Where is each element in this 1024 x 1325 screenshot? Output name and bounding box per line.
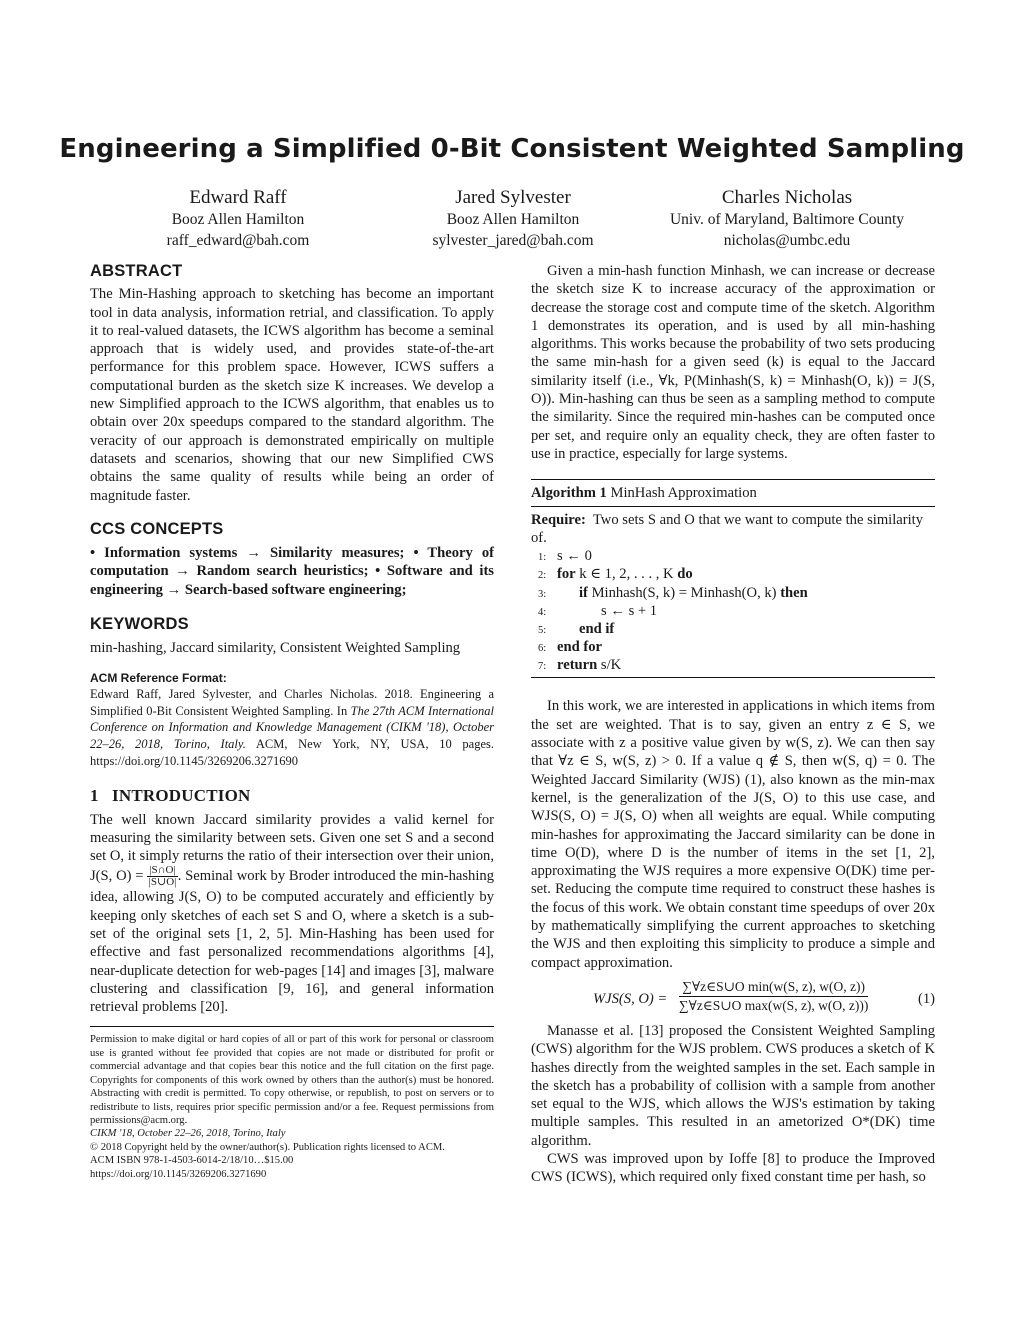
footnote-rule: [90, 1026, 494, 1027]
equation-fraction: ∑∀z∈S∪O min(w(S, z), w(O, z)) ∑∀z∈S∪O max(w(S, z), w(O, z))): [679, 978, 869, 1013]
algorithm-1: [531, 479, 935, 678]
permission-footnote: Permission to make digital or hard copies of all or part of this work for personal or classroom use is granted without fee provided that copies are not made or distributed for profit or commercial advantage and that copies bear this notice and the full citation on the first page. Copyrights for components of this work owned by others than the author(s) must be honored. Abstracting with credit is permitted. To copy otherwise, or republish, to post on servers or to redistribute to lists, requires prior specific permission and/or a fee. Request permissions from permissions@acm.org. CIKM '18, October 22–26, 2018, Torino, Italy © 2018 Copyright held by the owner/author(s). Publication rights licensed to ACM. ACM ISBN 978-1-4503-6014-2/18/10…$15.00 https://doi.org/10.1145/3269206.3271690: [90, 1034, 494, 1180]
abstract-text: The Min-Hashing approach to sketching has become an important tool in data analysis, information retrial, and classification. To apply it to real-valued datasets, the ICWS algorithm has become a seminal approach that is widely used, and provides state-of-the-art performance for this problem space. However, ICWS suffers a computational burden as the sketch size K increases. We develop a new Simplified approach to the ICWS algorithm, that enables us to obtain over 20x speedups compared to the standard algorithm. The veracity of our approach is demonstrated empirically on multiple datasets and scenarios, showing that our new Simplified CWS obtains the same quality of results while being an order of magnitude faster.: [90, 286, 494, 504]
ccs-item: • Theory of computation → Random search heuristics: [90, 545, 494, 580]
equation-lhs: WJS(S, O) =: [593, 990, 668, 1007]
equation-1: [531, 978, 935, 1018]
reference-text: Edward Raff, Jared Sylvester, and Charles Nicholas. 2018. Engineering a Simplified 0-Bit Consistent Weighted Sampling. In The 27th ACM International Conference on Information and Knowledge Management (CIKM '18), October 22–26, 2018, Torino, Italy. ACM, New York, NY, USA, 10 pages. https://doi.org/10.1145/3269206.3271690: [90, 687, 495, 768]
author-affiliation: Univ. of Maryland, Baltimore County: [669, 211, 905, 228]
algorithm-line: 4: s ← s + 1: [538, 602, 658, 619]
abstract-heading: ABSTRACT: [90, 262, 183, 280]
reference-heading: ACM Reference Format:: [90, 670, 227, 685]
ccs-item: • Software and its engineering → Search-based software engineering: [90, 563, 494, 598]
algorithm-require: Require: Two sets S and O that we want to compute the similarity of.: [531, 511, 924, 546]
algorithm-line: 1: s ← 0: [538, 548, 592, 565]
acm-reference: [90, 670, 494, 770]
ccs-item: • Information systems → Similarity measures: [90, 545, 400, 562]
algorithm-header: Algorithm 1 MinHash Approximation: [531, 480, 935, 506]
intro-heading: 1 INTRODUCTION: [90, 786, 251, 806]
ccs-heading: CCS CONCEPTS: [90, 519, 224, 538]
author-3: [657, 186, 917, 251]
keywords-heading: KEYWORDS: [90, 615, 189, 634]
author-name: Charles Nicholas: [721, 187, 853, 208]
algorithm-line: 3: if Minhash(S, k) = Minhash(O, k) then: [538, 584, 808, 601]
author-name: Jared Sylvester: [455, 187, 571, 208]
author-email: sylvester_jared@bah.com: [432, 231, 594, 249]
cws-paragraph: Manasse et al. [13] proposed the Consistent Weighted Sampling (CWS) algorithm for the WJS problem. CWS produces a sketch of K hashes directly from the weighted samples in the set. Each sample in the sketch has a probability of collision with a sample from another set equal to the WJS, which allows the WJS's estimation by taking multiple samples. This resulted in an ametorized O*(DK) time algorithm.: [531, 1022, 935, 1149]
weighted-paragraph: In this work, we are interested in applications in which items from the set are weighted. That is to say, given an entry z ∈ S, we associate with z a positive value given by w(S, z). We can then say that ∀z ∈ S, w(S, z) > 0. If a value q ∉ S, then w(S, q) = 0. The Weighted Jaccard Similarity (WJS) (1), also known as the min-max kernel, is the generalization of the J(S, O) to this use case, and WJS(S, O) = J(S, O) when all weights are equal. While computing min-hashes for approximating the Jaccard similarity can be done in time O(D), where D is the number of items in the set [1, 2], approximating the WJS requires a more expensive O(DK) time per-set. Reducing the compute time required to construct these hashes is the focus of this work. We obtain constant time speedups of over 20x by mathematically simplifying the current approaches to sketching the WJS and then exploiting this simplicity to produce a simple and compact approximation.: [531, 698, 935, 971]
author-email: nicholas@umbc.edu: [723, 231, 851, 249]
author-name: Edward Raff: [189, 187, 287, 208]
minhash-paragraph: Given a min-hash function Minhash, we can increase or decrease the sketch size K to increase accuracy of the approximation or decrease the storage cost and compute time of the sketch. Algorithm 1 demonstrates its operation, and is used by all min-hashing algorithms. This works because the probability of two sets producing the same min-hash for a given seed (k) is equal to the Jaccard similarity itself (i.e., ∀k, P(Minhash(S, k) = Minhash(O, k)) = J(S, O)). Min-hashing can thus be seen as a sampling method to compute the similarity. Since the required min-hashes can be computed once per set, and require only an equality check, they are often faster to use in practice, especially for large systems.: [531, 263, 935, 462]
author-affiliation: Booz Allen Hamilton: [171, 211, 305, 228]
paper-title: Engineering a Simplified 0-Bit Consistent Weighted Sampling: [59, 134, 965, 164]
jaccard-fraction: $\frac{|S\cap O|}{|S\cup O|}$: [148, 864, 177, 889]
author-1: [108, 186, 368, 251]
ccs-concepts: • Information systems → Similarity measures; • Theory of computation → Random search heuristics; • Software and its engineering → Search-based software engineering;: [90, 545, 494, 598]
equation-number: (1): [917, 990, 935, 1007]
left-column: [90, 262, 494, 1181]
algorithm-line: 6: end for: [538, 639, 602, 656]
algorithm-line: 5: end if: [538, 620, 615, 637]
keywords-text: min-hashing, Jaccard similarity, Consistent Weighted Sampling: [90, 640, 461, 657]
algorithm-line: 2: for k ∈ 1, 2, . . . , K do: [538, 566, 693, 583]
algorithm-line: 7: return s/K: [538, 657, 622, 674]
reference-venue: The 27th ACM International Conference on Information and Knowledge Management (CIKM '18), October 22–26, 2018, Torino, Italy.: [90, 703, 494, 752]
author-email: raff_edward@bah.com: [166, 231, 310, 249]
intro-paragraph: The well known Jaccard similarity provides a valid kernel for measuring the similarity between sets. Given one set S and a second set O, it simply returns the ratio of their intersection over their union, J(S, O) = $\frac{|S\cap O|}{|S\cup O|}$ . Seminal work by Broder introduced the min-hashing idea, allowing J(S, O) to be computed accurately and efficiently by keeping only sketches of each set S and O, where a sketch is a sub-set of the original sets [1, 2, 5]. Min-Hashing has been used for effective and fast personalized recommendations algorithms [4], near-duplicate detection for web-pages [14] and images [3], malware clustering and classification [9, 16], and general information retrieval problems [20].: [90, 811, 494, 1016]
author-affiliation: Booz Allen Hamilton: [446, 211, 580, 228]
right-column: [531, 262, 935, 1187]
author-2: [383, 186, 643, 251]
icws-paragraph: CWS was improved upon by Ioffe [8] to produce the Improved CWS (ICWS), which required only fixed constant time per hash, so: [531, 1151, 935, 1186]
